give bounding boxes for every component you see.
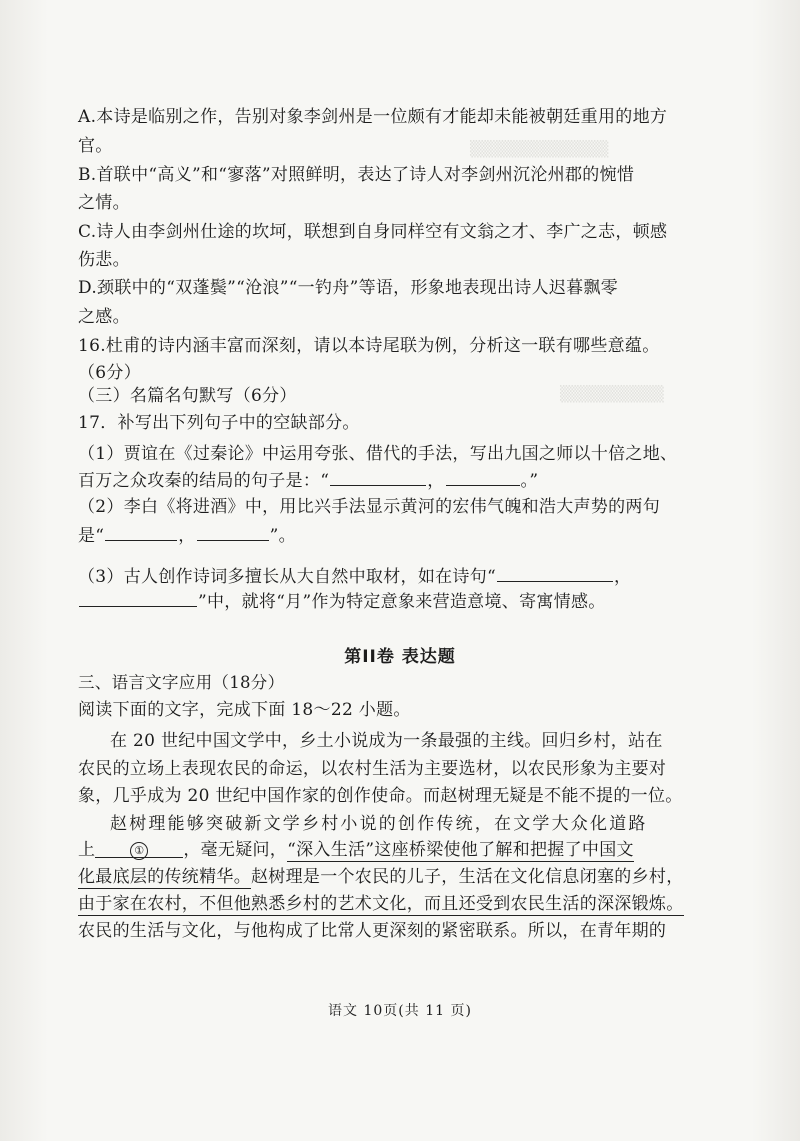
passage-p2-line1: 赵树理能够突破新文学乡村小说的创作传统，在文学大众化道路 bbox=[110, 814, 648, 834]
answer-blank-17-2b[interactable] bbox=[197, 524, 269, 541]
passage-p2-line4 bbox=[78, 893, 684, 915]
section-language-title: 三、语言文字应用（18分） bbox=[78, 673, 285, 692]
option-b-line1: B.首联中“高义”和“寥落”对照鲜明，表达了诗人对李剑州沉沦州郡的惋惜 bbox=[78, 165, 635, 185]
part-2-title: 第II卷 表达题 bbox=[344, 647, 456, 667]
underlined-sentence-1: “深入生活”这座桥梁使他了解和把握了中国文 bbox=[287, 840, 634, 860]
close-quote: 。” bbox=[520, 471, 539, 491]
option-c-line1: C.诗人由李剑州仕途的坎坷，联想到自身同样空有文翁之才、李广之志，顿感 bbox=[78, 222, 668, 242]
bleed-through-mark: ▒▒▒▒▒▒▒▒▒▒▒▒ bbox=[470, 140, 609, 158]
comma: ， bbox=[614, 567, 632, 587]
passage-p2-line3 bbox=[78, 866, 684, 888]
answer-blank-17-3b[interactable] bbox=[79, 590, 197, 607]
reading-instructions: 阅读下面的文字，完成下面 18～22 小题。 bbox=[78, 700, 411, 720]
answer-blank-17-2a[interactable] bbox=[105, 524, 177, 541]
question-17-3-line1 bbox=[78, 565, 631, 588]
question-17-1-line1: （1）贾谊在《过秦论》中运用夸张、借代的手法，写出九国之师以十倍之地、 bbox=[78, 444, 678, 464]
option-d-line1: D.颈联中的“双蓬鬓”“沧浪”“一钓舟”等语，形象地表现出诗人迟暮飘零 bbox=[78, 278, 619, 298]
answer-blank-17-3a[interactable] bbox=[497, 565, 613, 582]
passage-p2-line2 bbox=[78, 839, 634, 861]
bleed-through-mark: ▒▒▒▒▒▒▒▒▒ bbox=[560, 385, 664, 403]
question-17-3-line2 bbox=[78, 590, 606, 613]
question-17-stem: 17．补写出下列句子中的空缺部分。 bbox=[78, 413, 360, 433]
question-17-1-prefix: 百万之众攻秦的结局的句子是：“ bbox=[78, 471, 330, 491]
question-17-2-line1: （2）李白《将进酒》中，用比兴手法显示黄河的宏伟气魄和浩大声势的两句 bbox=[78, 497, 661, 517]
passage-p1-line1: 在 20 世纪中国文学中，乡土小说成为一条最强的主线。回归乡村，站在 bbox=[110, 731, 663, 751]
option-b-line2: 之情。 bbox=[78, 193, 130, 213]
passage-p2-start: 上 bbox=[78, 840, 96, 860]
passage-p1-line2: 农民的立场上表现农民的命运，以农村生活为主要选材，以农民形象为主要对 bbox=[78, 759, 667, 779]
question-16-line2: （6分） bbox=[78, 363, 142, 383]
option-a-line1: A.本诗是临别之作，告别对象李剑州是一位颇有才能却未能被朝廷重用的地方 bbox=[78, 107, 668, 127]
passage-p2-mid: ，毫无疑问， bbox=[183, 840, 288, 860]
circled-number-1: ① bbox=[130, 842, 148, 860]
comma: ， bbox=[427, 471, 445, 491]
option-d-line2: 之感。 bbox=[78, 307, 130, 327]
answer-blank-17-1b[interactable] bbox=[446, 469, 520, 486]
answer-blank-17-1a[interactable] bbox=[330, 469, 426, 486]
question-16-line1: 16.杜甫的诗内涵丰富而深刻，请以本诗尾联为例，分析这一联有哪些意蕴。 bbox=[78, 336, 660, 356]
comma: ， bbox=[178, 526, 196, 546]
close-quote: ”。 bbox=[269, 526, 296, 546]
section-3-title: （三）名篇名句默写（6分） bbox=[78, 386, 297, 406]
option-c-line2: 伤悲。 bbox=[78, 250, 130, 270]
underlined-sentence-1-end: 化最底层的传统精华。 bbox=[78, 867, 251, 887]
option-a-line2: 官。 bbox=[78, 136, 113, 156]
question-17-2-prefix: 是“ bbox=[78, 526, 105, 546]
underlined-sentence-2: 由于家在农村，不但他熟悉乡村的艺术文化，而且还受到农民生活的深深锻炼。 bbox=[78, 894, 684, 914]
passage-p2-line5: 农民的生活与文化，与他构成了比常人更深刻的紧密联系。所以，在青年期的 bbox=[78, 921, 667, 941]
question-17-3-suffix: ”中，就将“月”作为特定意象来营造意境、寄寓情感。 bbox=[198, 592, 606, 612]
question-17-3-prefix: （3）古人创作诗词多擅长从大自然中取材，如在诗句“ bbox=[78, 567, 497, 587]
passage-p2-text: 赵树理是一个农民的儿子，生活在文化信息闭塞的乡村， bbox=[251, 867, 684, 887]
passage-p1-line3: 象，几乎成为 20 世纪中国作家的创作使命。而赵树理无疑是不能不提的一位。 bbox=[78, 786, 683, 806]
question-17-2-line2 bbox=[78, 524, 296, 547]
blank-marker-1[interactable] bbox=[95, 839, 183, 858]
question-17-1-line2 bbox=[78, 469, 538, 492]
page-footer: 语文 10页(共 11 页) bbox=[328, 1003, 472, 1019]
